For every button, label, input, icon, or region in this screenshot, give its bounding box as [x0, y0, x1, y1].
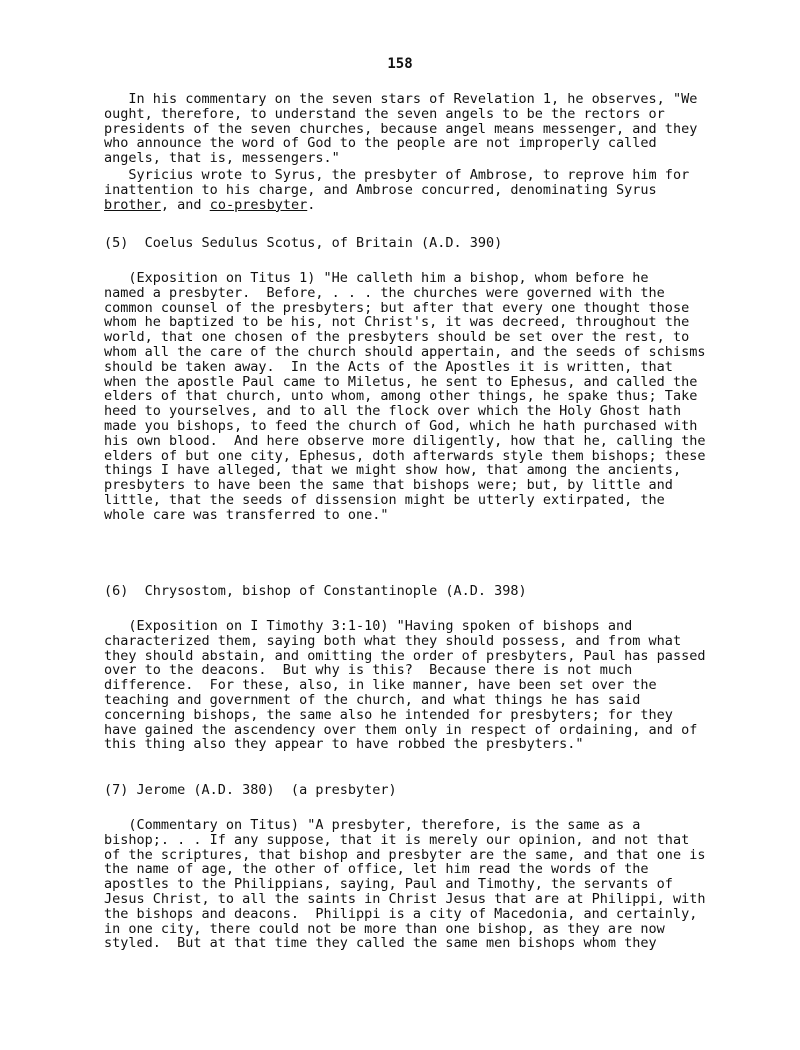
- text-line: the bishops and deacons. Philippi is a city of Macedonia, and certainly,: [104, 905, 698, 922]
- text-line: Jesus Christ, to all the saints in Christ Jesus that are at Philippi, with: [104, 890, 706, 907]
- section-heading-6: (6) Chrysostom, bishop of Constantinople (A.D. 398): [104, 583, 527, 599]
- text-line: named a presbyter. Before, . . . the churches were governed with the: [104, 284, 665, 301]
- text-line: whole care was transferred to one.": [104, 506, 389, 523]
- section-7-quotation: [104, 818, 744, 951]
- text-line-underlined-terms: [104, 198, 744, 213]
- text-line: things I have alleged, that we might show how, that among the ancients,: [104, 462, 682, 479]
- paragraph-syricius: [104, 168, 744, 212]
- text-line: presbyters to have been the same that bishops were; but, by little and: [104, 477, 673, 494]
- section-heading-5: (5) Coelus Sedulus Scotus, of Britain (A.D. 390): [104, 235, 503, 251]
- text-line: this thing also they appear to have robbed the presbyters.": [104, 736, 584, 753]
- paragraph-revelation-commentary: [104, 92, 744, 166]
- text-line: heed to yourselves, and to all the flock over which the Holy Ghost hath: [104, 403, 682, 420]
- text-line: presidents of the seven churches, because angel means messenger, and they: [104, 120, 698, 137]
- text-line: bishop;. . . If any suppose, that it is merely our opinion, and not that: [104, 831, 690, 848]
- text-line: concerning bishops, the same also he intended for presbyters; for they: [104, 706, 673, 723]
- text-line: (Exposition on I Timothy 3:1-10) "Having spoken of bishops and: [104, 618, 633, 634]
- text-line: when the apostle Paul came to Miletus, he sent to Ephesus, and called the: [104, 373, 698, 390]
- text-line: teaching and government of the church, and what things he has said: [104, 691, 641, 708]
- section-5-quotation: [104, 271, 744, 523]
- text-line: (Commentary on Titus) "A presbyter, therefore, is the same as a: [104, 817, 641, 833]
- text-separator: , and: [160, 196, 210, 213]
- text-line: over to the deacons. But why is this? Because there is not much: [104, 662, 633, 679]
- text-line: his own blood. And here observe more diligently, how that he, calling the: [104, 432, 706, 449]
- page-number: 158: [387, 56, 413, 72]
- text-line: Syricius wrote to Syrus, the presbyter of Ambrose, to reprove him for: [104, 167, 690, 183]
- text-period: .: [307, 196, 316, 213]
- text-line: styled. But at that time they called the same men bishops whom they: [104, 935, 657, 952]
- text-line: who announce the word of God to the people are not improperly called: [104, 135, 657, 152]
- section-6-quotation: [104, 619, 744, 752]
- text-line: inattention to his charge, and Ambrose concurred, denominating Syrus: [104, 181, 657, 198]
- text-line: the name of age, the other of office, let him read the words of the: [104, 861, 649, 878]
- text-line: common counsel of the presbyters; but after that every one thought those: [104, 299, 690, 316]
- text-line: world, that one chosen of the presbyters should be set over the rest, to: [104, 329, 690, 346]
- section-heading-7: (7) Jerome (A.D. 380) (a presbyter): [104, 782, 397, 798]
- text-line: angels, that is, messengers.": [104, 150, 340, 167]
- text-line: (Exposition on Titus 1) "He calleth him a bishop, whom before he: [104, 270, 649, 286]
- text-line: little, that the seeds of dissension might be utterly extirpated, the: [104, 491, 665, 508]
- text-line: should be taken away. In the Acts of the Apostles it is written, that: [104, 358, 673, 375]
- underlined-word-brother: brother: [104, 196, 161, 213]
- text-line: whom he baptized to be his, not Christ's, it was decreed, throughout the: [104, 314, 690, 331]
- underlined-word-co-presbyter: co-presbyter: [209, 196, 308, 213]
- text-line: ought, therefore, to understand the seven angels to be the rectors or: [104, 105, 665, 122]
- text-line: have gained the ascendency over them only in respect of ordaining, and of: [104, 721, 698, 738]
- text-line: they should abstain, and omitting the order of presbyters, Paul has passed: [104, 647, 706, 664]
- text-line: elders of but one city, Ephesus, doth afterwards style them bishops; these: [104, 447, 706, 464]
- text-line: difference. For these, also, in like manner, have been set over the: [104, 677, 657, 694]
- text-line: in one city, there could not be more than one bishop, as they are now: [104, 920, 665, 937]
- text-line: whom all the care of the church should appertain, and the seeds of schisms: [104, 343, 706, 360]
- text-line: characterized them, saying both what they should possess, and from what: [104, 632, 682, 649]
- text-line: made you bishops, to feed the church of God, which he hath purchased with: [104, 417, 698, 434]
- text-line: apostles to the Philippians, saying, Paul and Timothy, the servants of: [104, 876, 673, 893]
- text-line: of the scriptures, that bishop and presbyter are the same, and that one is: [104, 846, 706, 863]
- text-line: In his commentary on the seven stars of Revelation 1, he observes, "We: [104, 91, 698, 107]
- text-line: elders of that church, unto whom, among other things, he spake thus; Take: [104, 388, 698, 405]
